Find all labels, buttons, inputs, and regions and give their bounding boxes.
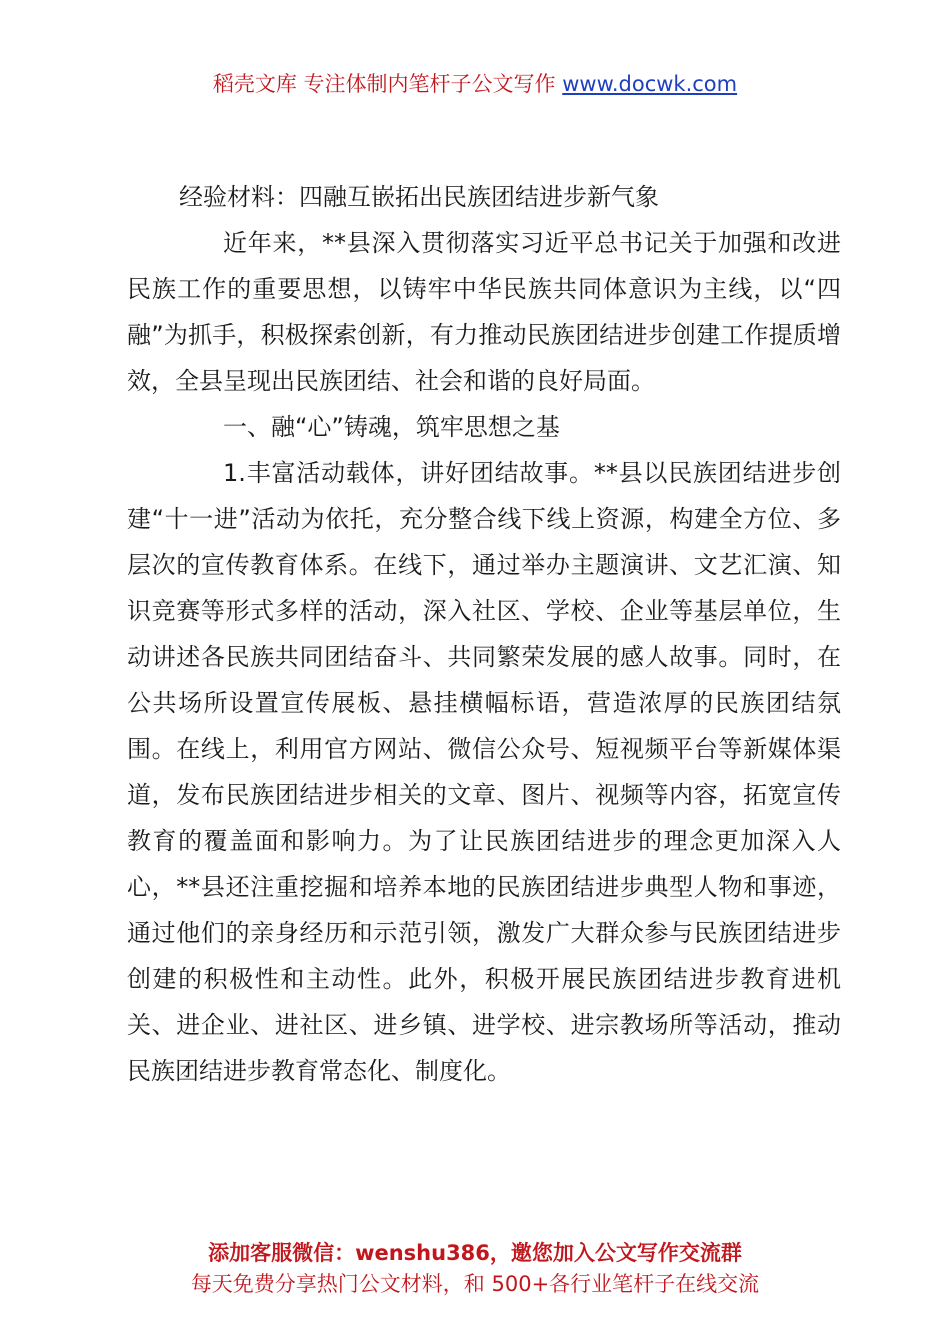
footer-suffix: ，邀您加入公文写作交流群 [489, 1241, 742, 1265]
footer-line-1 [0, 1238, 950, 1269]
page-footer [0, 1238, 950, 1300]
header-url-link[interactable]: www.docwk.com [562, 72, 738, 96]
footer-prefix: 添加客服微信： [208, 1241, 356, 1265]
document-title: 经验材料：四融互嵌拓出民族团结进步新气象 [179, 183, 659, 211]
header-brand: 稻壳文库 专注体制内笔杆子公文写作 [212, 72, 556, 96]
section-paragraph: 1.丰富活动载体，讲好团结故事。**县以民族团结进步创建“十一进”活动为依托，充分整合线下线上资源，构建全方位、多层次的宣传教育体系。在线下，通过举办主题演讲、文艺汇演、知识竞赛等形式多样的活动，深入社区、学校、企业等基层单位，生动讲述各民族共同团结奋斗、共同繁荣发展的感人故事。同时，在公共场所设置宣传展板、悬挂横幅标语，营造浓厚的民族团结氛围。在线上，利用官方网站、微信公众号、短视频平台等新媒体渠道，发布民族团结进步相关的文章、图片、视频等内容，拓宽宣传教育的覆盖面和影响力。为了让民族团结进步的理念更加深入人心，**县还注重挖掘和培养本地的民族团结进步典型人物和事迹，通过他们的亲身经历和示范引领，激发广大群众参与民族团结进步创建的积极性和主动性。此外，积极开展民族团结进步教育进机关、进企业、进社区、进乡镇、进学校、进宗教场所等活动，推动民族团结进步教育常态化、制度化。 [127, 459, 841, 1085]
footer-line-2: 每天免费分享热门公文材料，和 500+各行业笔杆子在线交流 [190, 1272, 760, 1296]
section-heading: 一、融“心”铸魂，筑牢思想之基 [223, 413, 560, 441]
wechat-id: wenshu386 [355, 1241, 490, 1265]
page-header [0, 66, 950, 102]
document-body [127, 174, 841, 1094]
intro-paragraph: 近年来，**县深入贯彻落实习近平总书记关于加强和改进民族工作的重要思想，以铸牢中华民族共同体意识为主线，以“四融”为抓手，积极探索创新，有力推动民族团结进步创建工作提质增效，全县呈现出民族团结、社会和谐的良好局面。 [127, 229, 841, 395]
